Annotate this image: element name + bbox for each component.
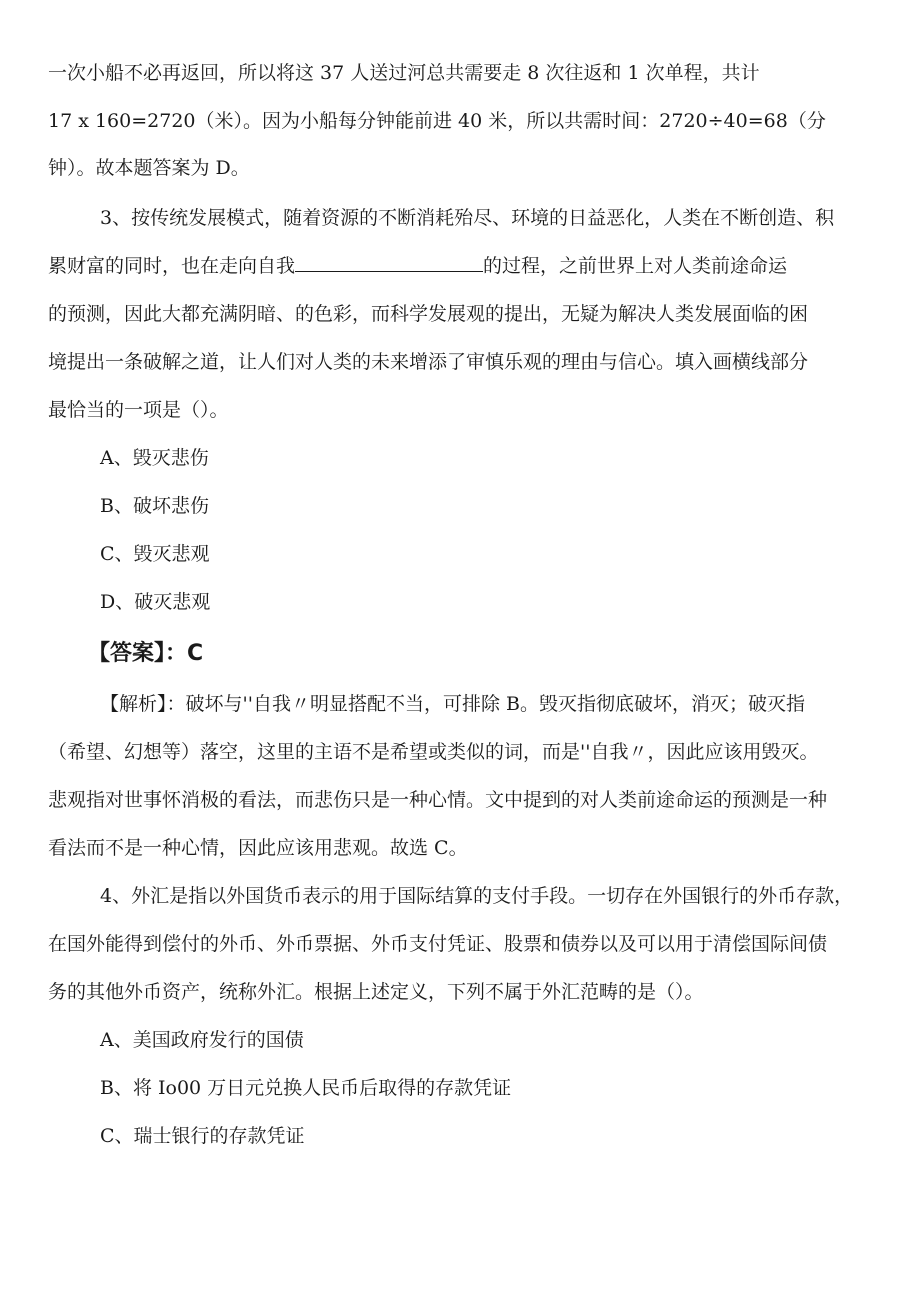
q3-stem-line-2-after: 的过程，之前世界上对人类前途命运 [483,255,788,277]
q3-analysis-line-4: 看法而不是一种心情，因此应该用悲观。故选 C。 [48,837,468,859]
q3-stem-line-1: 3、按传统发展模式，随着资源的不断消耗殆尽、环境的日益恶化，人类在不断创造、积 [100,207,835,229]
q3-option-d: D、破灭悲观 [100,591,211,613]
q4-stem-line-3: 务的其他外币资产，统称外汇。根据上述定义，下列不属于外汇范畴的是（）。 [48,981,704,1003]
q4-option-c: C、瑞士银行的存款凭证 [100,1125,305,1147]
q3-stem-line-5: 最恰当的一项是（）。 [48,399,229,421]
q3-analysis-line-3: 悲观指对世事怀消极的看法，而悲伤只是一种心情。文中提到的对人类前途命运的预测是一种 [48,789,828,811]
q4-option-b: B、将 Io00 万日元兑换人民币后取得的存款凭证 [100,1077,512,1099]
q3-analysis-line-2: （希望、幻想等）落空，这里的主语不是希望或类似的词，而是''自我〃，因此应该用毁灭。 [48,741,819,763]
q3-stem-line-3: 的预测，因此大都充满阴暗、的色彩，而科学发展观的提出，无疑为解决人类发展面临的困 [48,303,809,325]
q4-stem-line-1: 4、外汇是指以外国货币表示的用于国际结算的支付手段。一切存在外国银行的外币存款， [100,885,854,907]
q3-option-b: B、破坏悲伤 [100,495,209,517]
q3-stem-line-4: 境提出一条破解之道，让人们对人类的未来增添了审慎乐观的理由与信心。填入画横线部分 [48,351,809,373]
q3-stem-line-2-before: 累财富的同时，也在走向自我 [48,255,296,277]
q3-analysis-line-1: 【解析】：破坏与''自我〃明显搭配不当，可排除 B。毁灭指彻底破坏，消灭；破灭指 [100,693,805,715]
q4-stem-line-2: 在国外能得到偿付的外币、外币票据、外币支付凭证、股票和债券以及可以用于清偿国际间债 [48,933,828,955]
q3-option-c: C、毁灭悲观 [100,543,210,565]
q3-option-a: A、毁灭悲伤 [100,447,209,469]
q3-answer: 【答案】：C [88,641,204,666]
q3-stem-line-2 [48,253,787,279]
q2-text-line-1: 一次小船不必再返回，所以将这 37 人送过河总共需要走 8 次往返和 1 次单程，共计 [48,62,760,84]
q4-option-a: A、美国政府发行的国债 [100,1029,304,1051]
q2-text-line-2: 17 x 160=2720（米）。因为小船每分钟能前进 40 米，所以共需时间：2720÷40=68（分 [48,110,826,132]
fill-in-blank [295,253,483,272]
q2-text-line-3: 钟）。故本题答案为 D。 [48,157,250,179]
